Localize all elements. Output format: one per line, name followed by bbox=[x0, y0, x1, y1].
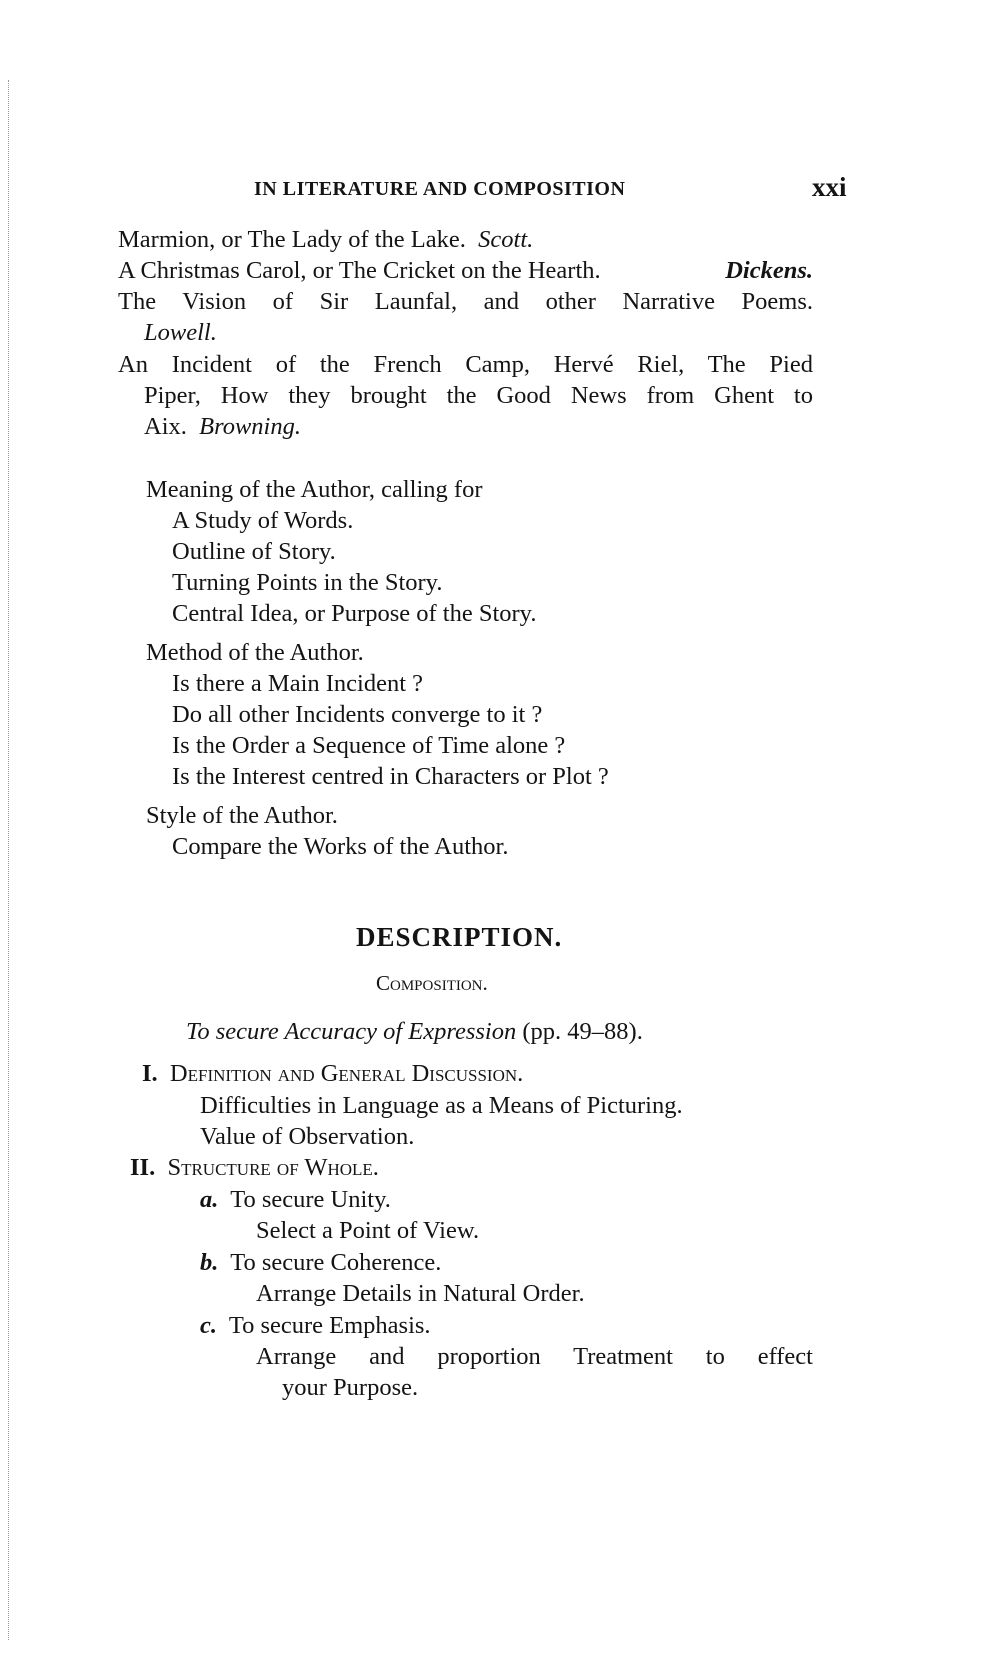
section-title-description: DESCRIPTION. bbox=[356, 922, 563, 952]
reading-entry-launfal: The Vision of Sir Launfal, and other Narrative Poems. bbox=[118, 288, 813, 315]
part-c bbox=[200, 1310, 431, 1342]
reading-entry-browning-line3 bbox=[144, 411, 301, 443]
section-heading-text: Structure of Whole. bbox=[167, 1154, 379, 1181]
outline-item: Turning Points in the Story. bbox=[172, 569, 443, 596]
author-name: Dickens. bbox=[725, 257, 813, 284]
reading-entry-marmion bbox=[118, 224, 533, 256]
outline-heading-method: Method of the Author. bbox=[146, 639, 364, 666]
aim-line bbox=[186, 1016, 643, 1048]
part-text: To secure Unity. bbox=[230, 1186, 391, 1213]
part-text: To secure Coherence. bbox=[230, 1249, 442, 1276]
part-letter: a. bbox=[200, 1186, 219, 1213]
roman-numeral: I. bbox=[142, 1060, 158, 1087]
aim-pages: (pp. 49–88). bbox=[522, 1018, 643, 1045]
reading-entry-browning-line2: Piper, How they brought the Good News from Ghent to bbox=[144, 382, 813, 409]
part-text: To secure Emphasis. bbox=[228, 1312, 431, 1339]
section-heading-text: Definition and General Discussion. bbox=[169, 1060, 524, 1087]
running-title: IN LITERATURE AND COMPOSITION bbox=[254, 178, 626, 200]
part-letter: b. bbox=[200, 1249, 219, 1276]
part-c-detail-line1: Arrange and proportion Treatment to effect bbox=[256, 1343, 813, 1370]
outline-item: Central Idea, or Purpose of the Story. bbox=[172, 600, 537, 627]
part-b bbox=[200, 1247, 441, 1279]
page-number: xxi bbox=[812, 172, 847, 202]
part-b-detail: Arrange Details in Natural Order. bbox=[256, 1280, 585, 1307]
outline-item: Compare the Works of the Author. bbox=[172, 833, 509, 860]
reading-entry-browning-line1: An Incident of the French Camp, Hervé Riel, The Pied bbox=[118, 351, 813, 378]
outline-item: Is the Order a Sequence of Time alone ? bbox=[172, 732, 566, 759]
section-1-item: Value of Observation. bbox=[200, 1123, 415, 1150]
part-a-detail: Select a Point of View. bbox=[256, 1217, 480, 1244]
roman-numeral: II. bbox=[130, 1154, 156, 1181]
part-c-detail-line2: your Purpose. bbox=[282, 1374, 419, 1401]
outline-item: Outline of Story. bbox=[172, 538, 336, 565]
page-edge-shadow bbox=[8, 80, 9, 1640]
work-title: A Christmas Carol, or The Cricket on the Hearth. bbox=[118, 257, 601, 284]
outline-item: Is the Interest centred in Characters or Plot ? bbox=[172, 763, 609, 790]
section-subtitle-composition: Composition. bbox=[376, 971, 488, 995]
reading-entry-christmas-carol bbox=[118, 255, 813, 287]
section-2-heading bbox=[130, 1152, 379, 1184]
work-title: Aix. bbox=[144, 413, 187, 440]
aim-italic: To secure Accuracy of Expression bbox=[186, 1018, 517, 1045]
part-letter: c. bbox=[200, 1312, 217, 1339]
part-a bbox=[200, 1184, 391, 1216]
outline-item: Do all other Incidents converge to it ? bbox=[172, 701, 543, 728]
section-1-heading bbox=[142, 1058, 523, 1090]
outline-heading-meaning: Meaning of the Author, calling for bbox=[146, 476, 483, 503]
author-name: Browning. bbox=[199, 413, 301, 440]
section-1-item: Difficulties in Language as a Means of Picturing. bbox=[200, 1092, 683, 1119]
outline-heading-style: Style of the Author. bbox=[146, 802, 338, 829]
outline-item: Is there a Main Incident ? bbox=[172, 670, 424, 697]
work-title: Marmion, or The Lady of the Lake. bbox=[118, 226, 466, 253]
outline-item: A Study of Words. bbox=[172, 507, 354, 534]
author-name: Scott. bbox=[478, 226, 534, 253]
author-name: Lowell. bbox=[144, 319, 217, 346]
